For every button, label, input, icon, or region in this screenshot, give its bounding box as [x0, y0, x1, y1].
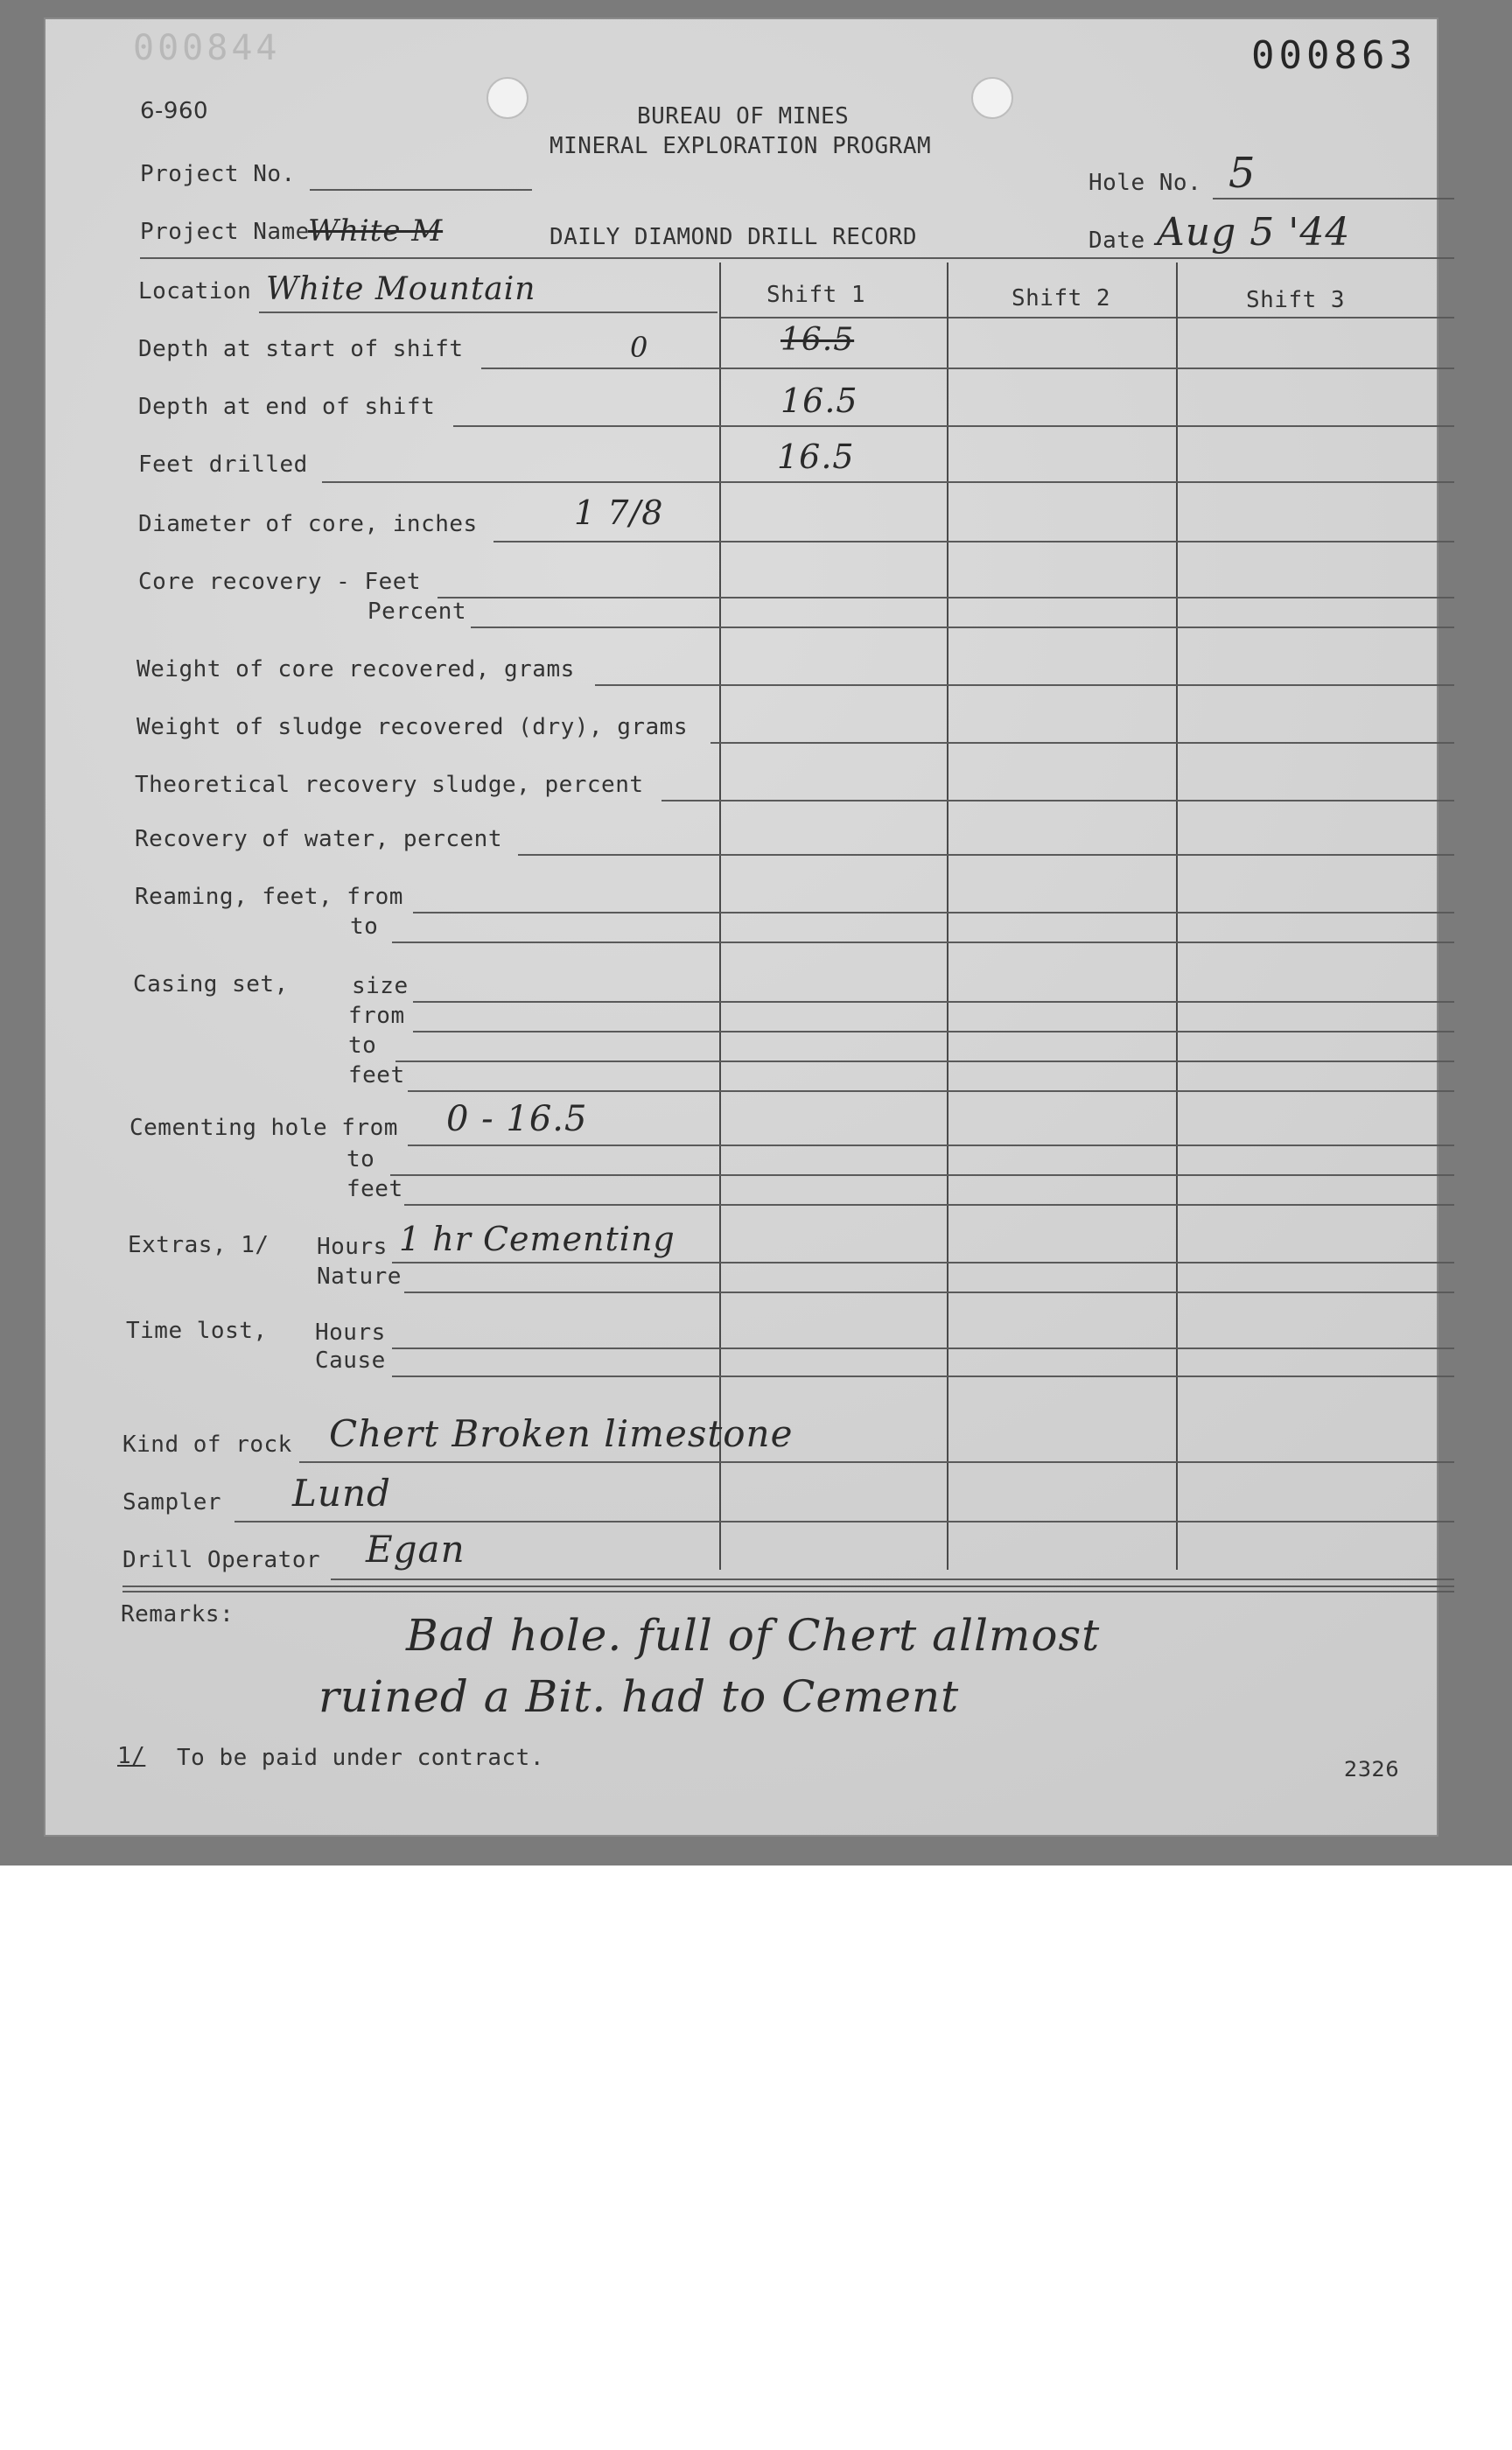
- casing-size-line: [413, 1001, 1454, 1003]
- project-name-label: Project Name: [140, 219, 310, 245]
- hole-no-value: 5: [1228, 149, 1256, 198]
- water-label: Recovery of water, percent: [135, 826, 502, 852]
- casing-to-label: to: [348, 1032, 377, 1059]
- faint-stamp-number: 000844: [133, 28, 281, 68]
- feet-drilled-line: [322, 481, 1454, 483]
- column-divider-1: [719, 262, 721, 1570]
- diameter-label: Diameter of core, inches: [138, 511, 478, 537]
- cementing-to-line: [390, 1174, 1454, 1176]
- drill-operator-label: Drill Operator: [122, 1547, 321, 1573]
- cementing-feet-label: feet: [346, 1176, 403, 1202]
- casing-size-label: size: [352, 973, 409, 999]
- time-lost-cause-line: [392, 1376, 1454, 1377]
- depth-start-label: Depth at start of shift: [138, 336, 464, 362]
- time-lost-hours-label: Hours: [315, 1320, 386, 1346]
- remarks-label: Remarks:: [121, 1601, 234, 1628]
- casing-from-line: [413, 1031, 1454, 1032]
- diameter-value: 1 7/8: [574, 494, 664, 532]
- footnote-marker: 1/: [117, 1743, 146, 1769]
- column-header-shift1: Shift 1: [766, 282, 866, 308]
- cementing-label: Cementing hole from: [130, 1115, 398, 1141]
- cementing-to-label: to: [346, 1146, 375, 1172]
- document-stamp-number: 000863: [1251, 33, 1417, 78]
- casing-from-label: from: [348, 1003, 405, 1029]
- cementing-feet-line: [404, 1204, 1454, 1206]
- kind-of-rock-line: [299, 1461, 1454, 1463]
- drill-operator-value: Egan: [366, 1528, 466, 1571]
- depth-end-label: Depth at end of shift: [138, 394, 436, 420]
- depth-start-line: [481, 368, 1454, 369]
- reaming-label: Reaming, feet, from: [135, 884, 403, 910]
- reaming-from-line: [413, 912, 1454, 914]
- drill-record-sheet: [46, 19, 1437, 1835]
- column-header-shift2: Shift 2: [1012, 285, 1111, 312]
- column-divider-2: [947, 262, 948, 1570]
- sampler-value: Lund: [292, 1472, 391, 1515]
- form-title: DAILY DIAMOND DRILL RECORD: [550, 224, 917, 250]
- casing-to-line: [396, 1060, 1454, 1062]
- extras-hours-line: [392, 1262, 1454, 1264]
- column-divider-3: [1176, 262, 1178, 1570]
- program-title: MINERAL EXPLORATION PROGRAM: [550, 133, 932, 159]
- reaming-to-line: [392, 942, 1454, 943]
- location-value: White Mountain: [266, 271, 536, 307]
- time-lost-cause-label: Cause: [315, 1348, 386, 1374]
- reaming-to-label: to: [350, 914, 379, 940]
- depth-start-shift1: 16.5: [780, 322, 855, 358]
- sampler-label: Sampler: [122, 1489, 222, 1516]
- core-recovery-percent-line: [471, 626, 1454, 628]
- location-label: Location: [138, 278, 252, 304]
- diameter-line: [494, 541, 1454, 542]
- remarks-line-2: ruined a Bit. had to Cement: [318, 1671, 960, 1722]
- remarks-top-rule-2: [122, 1591, 1454, 1592]
- remarks-top-rule-1: [122, 1586, 1454, 1587]
- extras-hours-label: Hours: [317, 1234, 388, 1260]
- sampler-line: [234, 1521, 1454, 1522]
- depth-start-value: 0: [630, 331, 649, 364]
- feet-drilled-label: Feet drilled: [138, 452, 308, 478]
- cementing-value: 0 - 16.5: [446, 1099, 588, 1139]
- weight-core-label: Weight of core recovered, grams: [136, 656, 575, 682]
- agency-title: BUREAU OF MINES: [637, 103, 850, 130]
- core-recovery-label: Core recovery - Feet: [138, 569, 422, 595]
- page-number: 2326: [1344, 1757, 1400, 1782]
- theoretical-line: [662, 800, 1454, 802]
- extras-nature-label: Nature: [317, 1264, 402, 1290]
- weight-sludge-line: [710, 742, 1454, 744]
- depth-end-line: [453, 425, 1454, 427]
- casing-feet-label: feet: [348, 1062, 405, 1088]
- form-number: 6-960: [140, 98, 209, 124]
- footnote-text: To be paid under contract.: [177, 1745, 544, 1771]
- theoretical-label: Theoretical recovery sludge, percent: [135, 772, 644, 798]
- date-label: Date: [1088, 228, 1145, 254]
- column-header-shift3: Shift 3: [1246, 287, 1346, 313]
- drill-operator-line: [331, 1578, 1454, 1580]
- date-value: Aug 5 '44: [1157, 210, 1351, 255]
- punch-hole-right: [971, 77, 1013, 119]
- hole-no-label: Hole No.: [1088, 170, 1202, 196]
- casing-label: Casing set,: [133, 971, 289, 998]
- kind-of-rock-value: Chert Broken limestone: [329, 1412, 794, 1455]
- kind-of-rock-label: Kind of rock: [122, 1432, 292, 1458]
- header-rule: [140, 257, 1454, 259]
- extras-value: 1 hr Cementing: [399, 1220, 676, 1258]
- extras-label: Extras, 1/: [128, 1232, 270, 1258]
- remarks-line-1: Bad hole. full of Chert allmost: [406, 1610, 1101, 1661]
- hole-no-line: [1213, 198, 1454, 200]
- cementing-from-line: [408, 1144, 1454, 1146]
- feet-drilled-shift1: 16.5: [777, 438, 855, 476]
- project-name-value: White M: [308, 214, 444, 248]
- column-header-rule: [719, 317, 1454, 318]
- location-line: [259, 312, 718, 313]
- time-lost-label: Time lost,: [126, 1318, 268, 1344]
- project-no-label: Project No.: [140, 161, 296, 187]
- weight-core-line: [595, 684, 1454, 686]
- time-lost-hours-line: [392, 1348, 1454, 1349]
- casing-feet-line: [408, 1090, 1454, 1092]
- water-line: [518, 854, 1454, 856]
- project-no-line: [310, 189, 532, 191]
- depth-end-shift1: 16.5: [780, 382, 858, 420]
- extras-nature-line: [404, 1292, 1454, 1293]
- punch-hole-left: [486, 77, 528, 119]
- core-recovery-feet-line: [438, 597, 1454, 598]
- weight-sludge-label: Weight of sludge recovered (dry), grams: [136, 714, 688, 740]
- core-recovery-percent-label: Percent: [368, 598, 467, 625]
